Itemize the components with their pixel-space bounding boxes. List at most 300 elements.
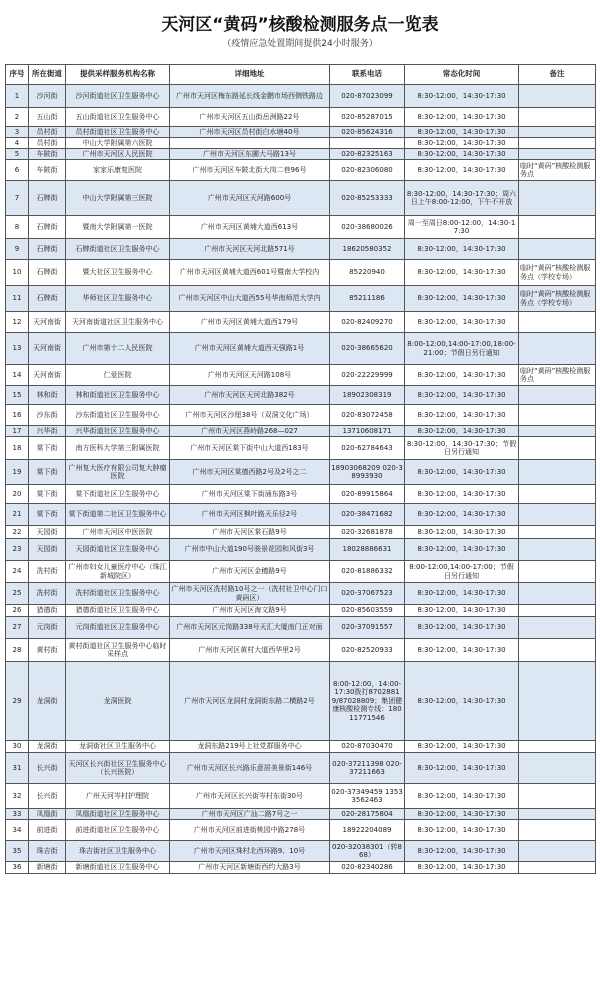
table-row — [6, 741, 596, 753]
cell-street: 前进街 — [29, 820, 66, 841]
cell-institution: 珠吉街社区卫生服务中心 — [66, 841, 170, 862]
table-row — [6, 239, 596, 260]
table-row — [6, 333, 596, 365]
cell-hours: 8:00-12:00,14:00-17:00,18:00-21:00；节假日另行通知 — [405, 333, 519, 365]
cell-address: 广州市天河区车陂北街大岗二巷96号 — [170, 160, 330, 181]
cell-phone: 18620580352 — [330, 239, 405, 260]
table-row — [6, 841, 596, 862]
cell-address: 广州市天河区天河北路571号 — [170, 239, 330, 260]
cell-remark: 临时“黄码”核酸检测服务点 — [519, 160, 596, 181]
cell-street: 石牌街 — [29, 286, 66, 312]
table-row — [6, 286, 596, 312]
cell-street: 天河南街 — [29, 312, 66, 333]
cell-index: 4 — [6, 138, 29, 149]
cell-street: 棠下街 — [29, 504, 66, 526]
cell-address: 广州市天河区东圃大马路13号 — [170, 149, 330, 160]
cell-institution: 暨大社区卫生服务中心 — [66, 260, 170, 286]
cell-street: 龙洞街 — [29, 741, 66, 753]
cell-hours: 8:30-12:00，14:30-17:30 — [405, 286, 519, 312]
cell-address: 广州市天河区黄埔大道西613号 — [170, 216, 330, 239]
cell-hours: 8:30-12:00，14:30-17:30 — [405, 504, 519, 526]
cell-remark: 临时“黄码”核酸检测服务点 — [519, 365, 596, 386]
cell-institution: 广州市天河区人民医院 — [66, 149, 170, 160]
cell-index: 16 — [6, 405, 29, 426]
cell-street: 猎德街 — [29, 605, 66, 617]
cell-remark — [519, 108, 596, 127]
column-header: 所在街道 — [29, 65, 66, 85]
cell-remark — [519, 138, 596, 149]
cell-street: 天园街 — [29, 539, 66, 561]
cell-phone: 020-82520933 — [330, 639, 405, 662]
cell-hours: 8:30-12:00，14:30-17:30 — [405, 426, 519, 437]
cell-hours: 8:30-12:00，14:30-17:30 — [405, 662, 519, 741]
cell-institution: 天园街道社区卫生服务中心 — [66, 539, 170, 561]
cell-phone: 18903068209 020-38993930 — [330, 460, 405, 485]
cell-remark — [519, 539, 596, 561]
table-row — [6, 138, 596, 149]
cell-index: 36 — [6, 862, 29, 874]
cell-index: 6 — [6, 160, 29, 181]
cell-hours: 周一至周日8:00-12:00，14:30-17:30 — [405, 216, 519, 239]
cell-address — [170, 138, 330, 149]
cell-phone: 020-32038301（转868） — [330, 841, 405, 862]
cell-index: 2 — [6, 108, 29, 127]
cell-address: 广州市天河区黄埔大道西179号 — [170, 312, 330, 333]
cell-hours: 8:30-12:00，14:30-17:30 — [405, 260, 519, 286]
cell-hours: 8:30-12:00，14:30-17:30 — [405, 841, 519, 862]
cell-institution: 新塘街道社区卫生服务中心 — [66, 862, 170, 874]
cell-street: 元岗街 — [29, 617, 66, 639]
cell-address: 广州市天河区棠石路9号 — [170, 526, 330, 539]
cell-remark — [519, 333, 596, 365]
table-header-row — [6, 65, 596, 85]
cell-street: 五山街 — [29, 108, 66, 127]
cell-street: 员村街 — [29, 127, 66, 138]
cell-remark — [519, 181, 596, 216]
cell-address: 广州市天河区梅东路延长线金鹏市场西侧铁路边 — [170, 85, 330, 108]
cell-institution: 沙东街道社区卫生服务中心 — [66, 405, 170, 426]
cell-hours: 8:30-12:00，14:30-17:30 — [405, 365, 519, 386]
cell-phone: 020-85253333 — [330, 181, 405, 216]
cell-hours: 8:30-12:00，14:30-17:30 — [405, 862, 519, 874]
cell-index: 21 — [6, 504, 29, 526]
cell-street: 黄村街 — [29, 639, 66, 662]
cell-remark — [519, 485, 596, 504]
table-row — [6, 639, 596, 662]
table-row — [6, 216, 596, 239]
column-header: 联系电话 — [330, 65, 405, 85]
cell-index: 31 — [6, 753, 29, 784]
cell-phone: 020-28175804 — [330, 809, 405, 820]
cell-hours: 8:30-12:00，14:30-17:30 — [405, 820, 519, 841]
cell-phone: 020-37349459 13533562463 — [330, 784, 405, 809]
cell-address: 广州市天河区黄埔大道西601号暨南大学校内 — [170, 260, 330, 286]
cell-hours: 8:30-12:00，14:30-17:30 — [405, 108, 519, 127]
cell-phone: 020-87023099 — [330, 85, 405, 108]
cell-hours: 8:30-12:00，14:30-17:30 — [405, 405, 519, 426]
cell-phone: 18028886631 — [330, 539, 405, 561]
table-row — [6, 312, 596, 333]
cell-address: 广州市天河区元岗路338号天汇大厦南门正对面 — [170, 617, 330, 639]
table-row — [6, 181, 596, 216]
cell-phone: 020-37211398 020-37211663 — [330, 753, 405, 784]
cell-remark — [519, 784, 596, 809]
cell-institution: 中山大学附属第六医院 — [66, 138, 170, 149]
cell-remark — [519, 741, 596, 753]
cell-remark — [519, 386, 596, 405]
cell-index: 28 — [6, 639, 29, 662]
cell-institution: 南方医科大学第三附属医院 — [66, 437, 170, 460]
cell-address: 广州市天河区燕岭路268—027 — [170, 426, 330, 437]
cell-street: 沙东街 — [29, 405, 66, 426]
cell-address: 广州市天河区中山大道西55号华南师范大学内 — [170, 286, 330, 312]
cell-remark — [519, 437, 596, 460]
table-row — [6, 561, 596, 583]
cell-address: 广州市天河区海文路9号 — [170, 605, 330, 617]
cell-remark — [519, 216, 596, 239]
cell-street: 林和街 — [29, 386, 66, 405]
cell-address: 龙洞东路219号上社党群服务中心 — [170, 741, 330, 753]
cell-index: 8 — [6, 216, 29, 239]
cell-index: 27 — [6, 617, 29, 639]
cell-phone: 020-38665620 — [330, 333, 405, 365]
cell-institution: 兴华街道社区卫生服务中心 — [66, 426, 170, 437]
cell-index: 12 — [6, 312, 29, 333]
cell-remark — [519, 561, 596, 583]
cell-street: 车陂街 — [29, 160, 66, 181]
cell-index: 34 — [6, 820, 29, 841]
cell-phone — [330, 138, 405, 149]
table-row — [6, 485, 596, 504]
cell-index: 30 — [6, 741, 29, 753]
cell-address: 广州市天河区天河北路382号 — [170, 386, 330, 405]
cell-hours: 8:30-12:00，14:30-17:30 — [405, 138, 519, 149]
cell-remark — [519, 583, 596, 605]
cell-remark — [519, 841, 596, 862]
cell-street: 员村街 — [29, 138, 66, 149]
cell-remark — [519, 460, 596, 485]
cell-hours: 8:30-12:00，14:30-17:30 — [405, 583, 519, 605]
table-body — [6, 85, 596, 874]
cell-hours: 8:30-12:00，14:30-17:30 — [405, 386, 519, 405]
cell-address: 广州市中山大道190号骏景花园和风街3号 — [170, 539, 330, 561]
cell-remark — [519, 504, 596, 526]
cell-hours: 8:30-12:00，14:30-17:30 — [405, 784, 519, 809]
cell-institution: 广州市妇女儿童医疗中心（珠江新城院区） — [66, 561, 170, 583]
table-row — [6, 365, 596, 386]
cell-index: 25 — [6, 583, 29, 605]
cell-institution: 黄村街道社区卫生服务中心临时采样点 — [66, 639, 170, 662]
cell-address: 广州市天河区天河路600号 — [170, 181, 330, 216]
cell-hours: 8:30-12:00，14:30-17:30 — [405, 460, 519, 485]
cell-index: 13 — [6, 333, 29, 365]
cell-address: 广州市天河区黄村大道西华里2号 — [170, 639, 330, 662]
cell-address: 广州市天河区员村街白水塘40号 — [170, 127, 330, 138]
cell-remark — [519, 127, 596, 138]
cell-address: 广州市天河区天河路108号 — [170, 365, 330, 386]
table-row — [6, 460, 596, 485]
document-subtitle: （疫情应急处置期间提供24小时服务） — [222, 39, 378, 49]
cell-remark — [519, 753, 596, 784]
cell-index: 9 — [6, 239, 29, 260]
cell-phone: 020-82325163 — [330, 149, 405, 160]
cell-institution: 暨南大学附属第一医院 — [66, 216, 170, 239]
table-row — [6, 820, 596, 841]
cell-street: 长兴街 — [29, 753, 66, 784]
cell-phone: 020-37067523 — [330, 583, 405, 605]
cell-institution: 石牌街道社区卫生服务中心 — [66, 239, 170, 260]
cell-address: 广州市天河区前进街桃园中路278号 — [170, 820, 330, 841]
cell-phone: 020-82340286 — [330, 862, 405, 874]
table-row — [6, 160, 596, 181]
column-header: 备注 — [519, 65, 596, 85]
cell-address: 广州市天河区棠下街涌东路3号 — [170, 485, 330, 504]
cell-street: 凤凰街 — [29, 809, 66, 820]
table-row — [6, 405, 596, 426]
cell-index: 7 — [6, 181, 29, 216]
cell-remark — [519, 617, 596, 639]
cell-institution: 冼村街道社区卫生服务中心 — [66, 583, 170, 605]
cell-hours: 8:30-12:00，14:30-17:30 — [405, 753, 519, 784]
cell-phone: 18902308319 — [330, 386, 405, 405]
cell-phone: 020-32681878 — [330, 526, 405, 539]
cell-institution: 猎德街道社区卫生服务中心 — [66, 605, 170, 617]
cell-hours: 8:30-12:00，14:30-17:30 — [405, 312, 519, 333]
cell-hours: 8:30-12:00，14:30-17:30 — [405, 149, 519, 160]
cell-index: 18 — [6, 437, 29, 460]
cell-index: 26 — [6, 605, 29, 617]
cell-index: 11 — [6, 286, 29, 312]
cell-institution: 凤凰街道社区卫生服务中心 — [66, 809, 170, 820]
cell-index: 10 — [6, 260, 29, 286]
cell-hours: 8:30-12:00，14:30-17:30 — [405, 85, 519, 108]
cell-phone: 13710608171 — [330, 426, 405, 437]
cell-phone: 020-82409270 — [330, 312, 405, 333]
cell-index: 1 — [6, 85, 29, 108]
cell-street: 天园街 — [29, 526, 66, 539]
cell-institution: 家家乐康复医院 — [66, 160, 170, 181]
cell-address: 广州市天河区新塘街西约大路3号 — [170, 862, 330, 874]
column-header: 提供采样服务机构名称 — [66, 65, 170, 85]
cell-phone: 020-89915864 — [330, 485, 405, 504]
cell-institution: 广州复大医疗有限公司复大肿瘤医院 — [66, 460, 170, 485]
cell-hours: 8:30-12:00，14:30-17:30 — [405, 160, 519, 181]
table-row — [6, 426, 596, 437]
cell-institution: 天河区长兴街社区卫生服务中心（长兴医院） — [66, 753, 170, 784]
cell-hours: 8:30-12:00，14:30-17:30 — [405, 809, 519, 820]
cell-street: 珠吉街 — [29, 841, 66, 862]
cell-hours: 8:30-12:00，14:30-17:30 — [405, 741, 519, 753]
table-row — [6, 437, 596, 460]
cell-index: 32 — [6, 784, 29, 809]
cell-street: 石牌街 — [29, 239, 66, 260]
cell-index: 20 — [6, 485, 29, 504]
column-header: 常态化时间 — [405, 65, 519, 85]
cell-remark — [519, 426, 596, 437]
cell-street: 棠下街 — [29, 460, 66, 485]
cell-phone: 020-22229999 — [330, 365, 405, 386]
cell-phone: 85220940 — [330, 260, 405, 286]
cell-address: 广州市天河区长兴路乐意居美景街146号 — [170, 753, 330, 784]
cell-hours: 8:30-12:00，14:30-17:30 — [405, 239, 519, 260]
cell-remark — [519, 526, 596, 539]
cell-street: 石牌街 — [29, 260, 66, 286]
cell-institution: 棠下街道第二社区卫生服务中心 — [66, 504, 170, 526]
cell-address: 广州市天河区长兴街岑村东街30号 — [170, 784, 330, 809]
cell-address: 广州市天河区珠村北西环路9、10号 — [170, 841, 330, 862]
cell-phone: 020-38471682 — [330, 504, 405, 526]
cell-phone: 020-62784643 — [330, 437, 405, 460]
cell-index: 22 — [6, 526, 29, 539]
cell-street: 冼村街 — [29, 583, 66, 605]
cell-street: 长兴街 — [29, 784, 66, 809]
cell-address: 广州市天河区枫叶路天乐径2号 — [170, 504, 330, 526]
cell-phone: 020-85624316 — [330, 127, 405, 138]
cell-index: 3 — [6, 127, 29, 138]
cell-address: 广州市天河区冼村路10号之一（冼村社卫中心门口黄码区） — [170, 583, 330, 605]
table-row — [6, 386, 596, 405]
cell-hours: 8:30-12:00，14:30-17:30 — [405, 617, 519, 639]
column-header: 序号 — [6, 65, 29, 85]
cell-index: 35 — [6, 841, 29, 862]
cell-street: 沙河街 — [29, 85, 66, 108]
table-row — [6, 862, 596, 874]
cell-remark — [519, 809, 596, 820]
cell-index: 23 — [6, 539, 29, 561]
cell-street: 天河南街 — [29, 365, 66, 386]
cell-institution: 广州天河岑村护理院 — [66, 784, 170, 809]
cell-phone: 020-85287015 — [330, 108, 405, 127]
cell-institution: 员村街道社区卫生服务中心 — [66, 127, 170, 138]
cell-remark — [519, 239, 596, 260]
table-row — [6, 149, 596, 160]
cell-address: 广州市天河区棠下街中山大道西183号 — [170, 437, 330, 460]
cell-remark — [519, 862, 596, 874]
document-title: 天河区“黄码”核酸检测服务点一览表 — [161, 15, 439, 35]
table-row — [6, 662, 596, 741]
cell-hours: 8:30-12:00，14:30-17:30 — [405, 539, 519, 561]
table-row — [6, 504, 596, 526]
cell-remark: 临时“黄码”核酸检测服务点（学校专场） — [519, 286, 596, 312]
cell-institution: 林和街道社区卫生服务中心 — [66, 386, 170, 405]
cell-index: 15 — [6, 386, 29, 405]
cell-hours: 8:30-12:00，14:30-17:30；节假日另行通知 — [405, 437, 519, 460]
cell-index: 14 — [6, 365, 29, 386]
cell-hours: 8:30-12:00，14:30-17:30；周六日上午8:00-12:00，下午不开放 — [405, 181, 519, 216]
table-row — [6, 127, 596, 138]
cell-institution: 中山大学附属第三医院 — [66, 181, 170, 216]
cell-hours: 8:30-12:00，14:30-17:30 — [405, 639, 519, 662]
table-row — [6, 784, 596, 809]
cell-phone: 020-81886332 — [330, 561, 405, 583]
cell-remark — [519, 662, 596, 741]
cell-index: 19 — [6, 460, 29, 485]
cell-address: 广州市天河区金穗路9号 — [170, 561, 330, 583]
cell-remark — [519, 639, 596, 662]
table-row — [6, 526, 596, 539]
table-row — [6, 583, 596, 605]
cell-institution: 广州市天河区中医医院 — [66, 526, 170, 539]
cell-institution: 元岗街道社区卫生服务中心 — [66, 617, 170, 639]
cell-remark: 临时“黄码”核酸检测服务点（学校专场） — [519, 260, 596, 286]
cell-institution: 广州市第十二人民医院 — [66, 333, 170, 365]
cell-remark — [519, 820, 596, 841]
cell-street: 石牌街 — [29, 216, 66, 239]
cell-remark — [519, 405, 596, 426]
cell-hours: 8:00-12:00,14:00-17:00；节假日另行通知 — [405, 561, 519, 583]
cell-address: 广州市天河区广汕二路7号之一 — [170, 809, 330, 820]
cell-phone: 18922204089 — [330, 820, 405, 841]
cell-institution: 沙河街道社区卫生服务中心 — [66, 85, 170, 108]
cell-index: 29 — [6, 662, 29, 741]
cell-institution: 仁爱医院 — [66, 365, 170, 386]
cell-remark — [519, 85, 596, 108]
cell-street: 天河南街 — [29, 333, 66, 365]
cell-street: 新塘街 — [29, 862, 66, 874]
cell-phone: 020-87030470 — [330, 741, 405, 753]
cell-institution: 天河南街道社区卫生服务中心 — [66, 312, 170, 333]
cell-institution: 龙洞医院 — [66, 662, 170, 741]
cell-institution: 华师社区卫生服务中心 — [66, 286, 170, 312]
cell-street: 棠下街 — [29, 437, 66, 460]
table-row — [6, 260, 596, 286]
table-row — [6, 85, 596, 108]
cell-index: 33 — [6, 809, 29, 820]
table-row — [6, 605, 596, 617]
cell-remark — [519, 149, 596, 160]
cell-street: 冼村街 — [29, 561, 66, 583]
cell-street: 龙洞街 — [29, 662, 66, 741]
cell-institution: 龙洞街社区卫生服务中心 — [66, 741, 170, 753]
cell-phone: 020-85603559 — [330, 605, 405, 617]
cell-street: 石牌街 — [29, 181, 66, 216]
cell-hours: 8:30-12:00，14:30-17:30 — [405, 526, 519, 539]
cell-phone: 8:00-12:00，14:00-17:30拨打87028819/87028809；集团健康核酸检测专线：18011771546 — [330, 662, 405, 741]
cell-phone: 020-38680026 — [330, 216, 405, 239]
cell-institution: 五山街道社区卫生服务中心 — [66, 108, 170, 127]
cell-institution: 前进街道社区卫生服务中心 — [66, 820, 170, 841]
cell-street: 车陂街 — [29, 149, 66, 160]
cell-street: 兴华街 — [29, 426, 66, 437]
table-row — [6, 617, 596, 639]
cell-index: 5 — [6, 149, 29, 160]
service-points-table — [5, 64, 596, 874]
table-row — [6, 539, 596, 561]
table-row — [6, 753, 596, 784]
cell-address: 广州市天河区黄埔大道西天强路1号 — [170, 333, 330, 365]
cell-remark — [519, 605, 596, 617]
cell-street: 棠下街 — [29, 485, 66, 504]
column-header: 详细地址 — [170, 65, 330, 85]
cell-phone: 020-82306080 — [330, 160, 405, 181]
cell-remark — [519, 312, 596, 333]
cell-address: 广州市天河区沙厘38号（双洞文化广场） — [170, 405, 330, 426]
cell-phone: 020-37091557 — [330, 617, 405, 639]
table-row — [6, 108, 596, 127]
cell-institution: 棠下街道社区卫生服务中心 — [66, 485, 170, 504]
cell-index: 17 — [6, 426, 29, 437]
cell-address: 广州市天河区棠德西路2号及2号之二 — [170, 460, 330, 485]
cell-index: 24 — [6, 561, 29, 583]
cell-hours: 8:30-12:00，14:30-17:30 — [405, 485, 519, 504]
table-row — [6, 809, 596, 820]
cell-phone: 020-83072458 — [330, 405, 405, 426]
cell-address: 广州市天河区五山街岳洲路22号 — [170, 108, 330, 127]
cell-address: 广州市天河区龙洞村龙洞街东路二横路2号 — [170, 662, 330, 741]
cell-hours: 8:30-12:00，14:30-17:30 — [405, 605, 519, 617]
document-header — [0, 0, 600, 64]
cell-hours: 8:30-12:00，14:30-17:30 — [405, 127, 519, 138]
